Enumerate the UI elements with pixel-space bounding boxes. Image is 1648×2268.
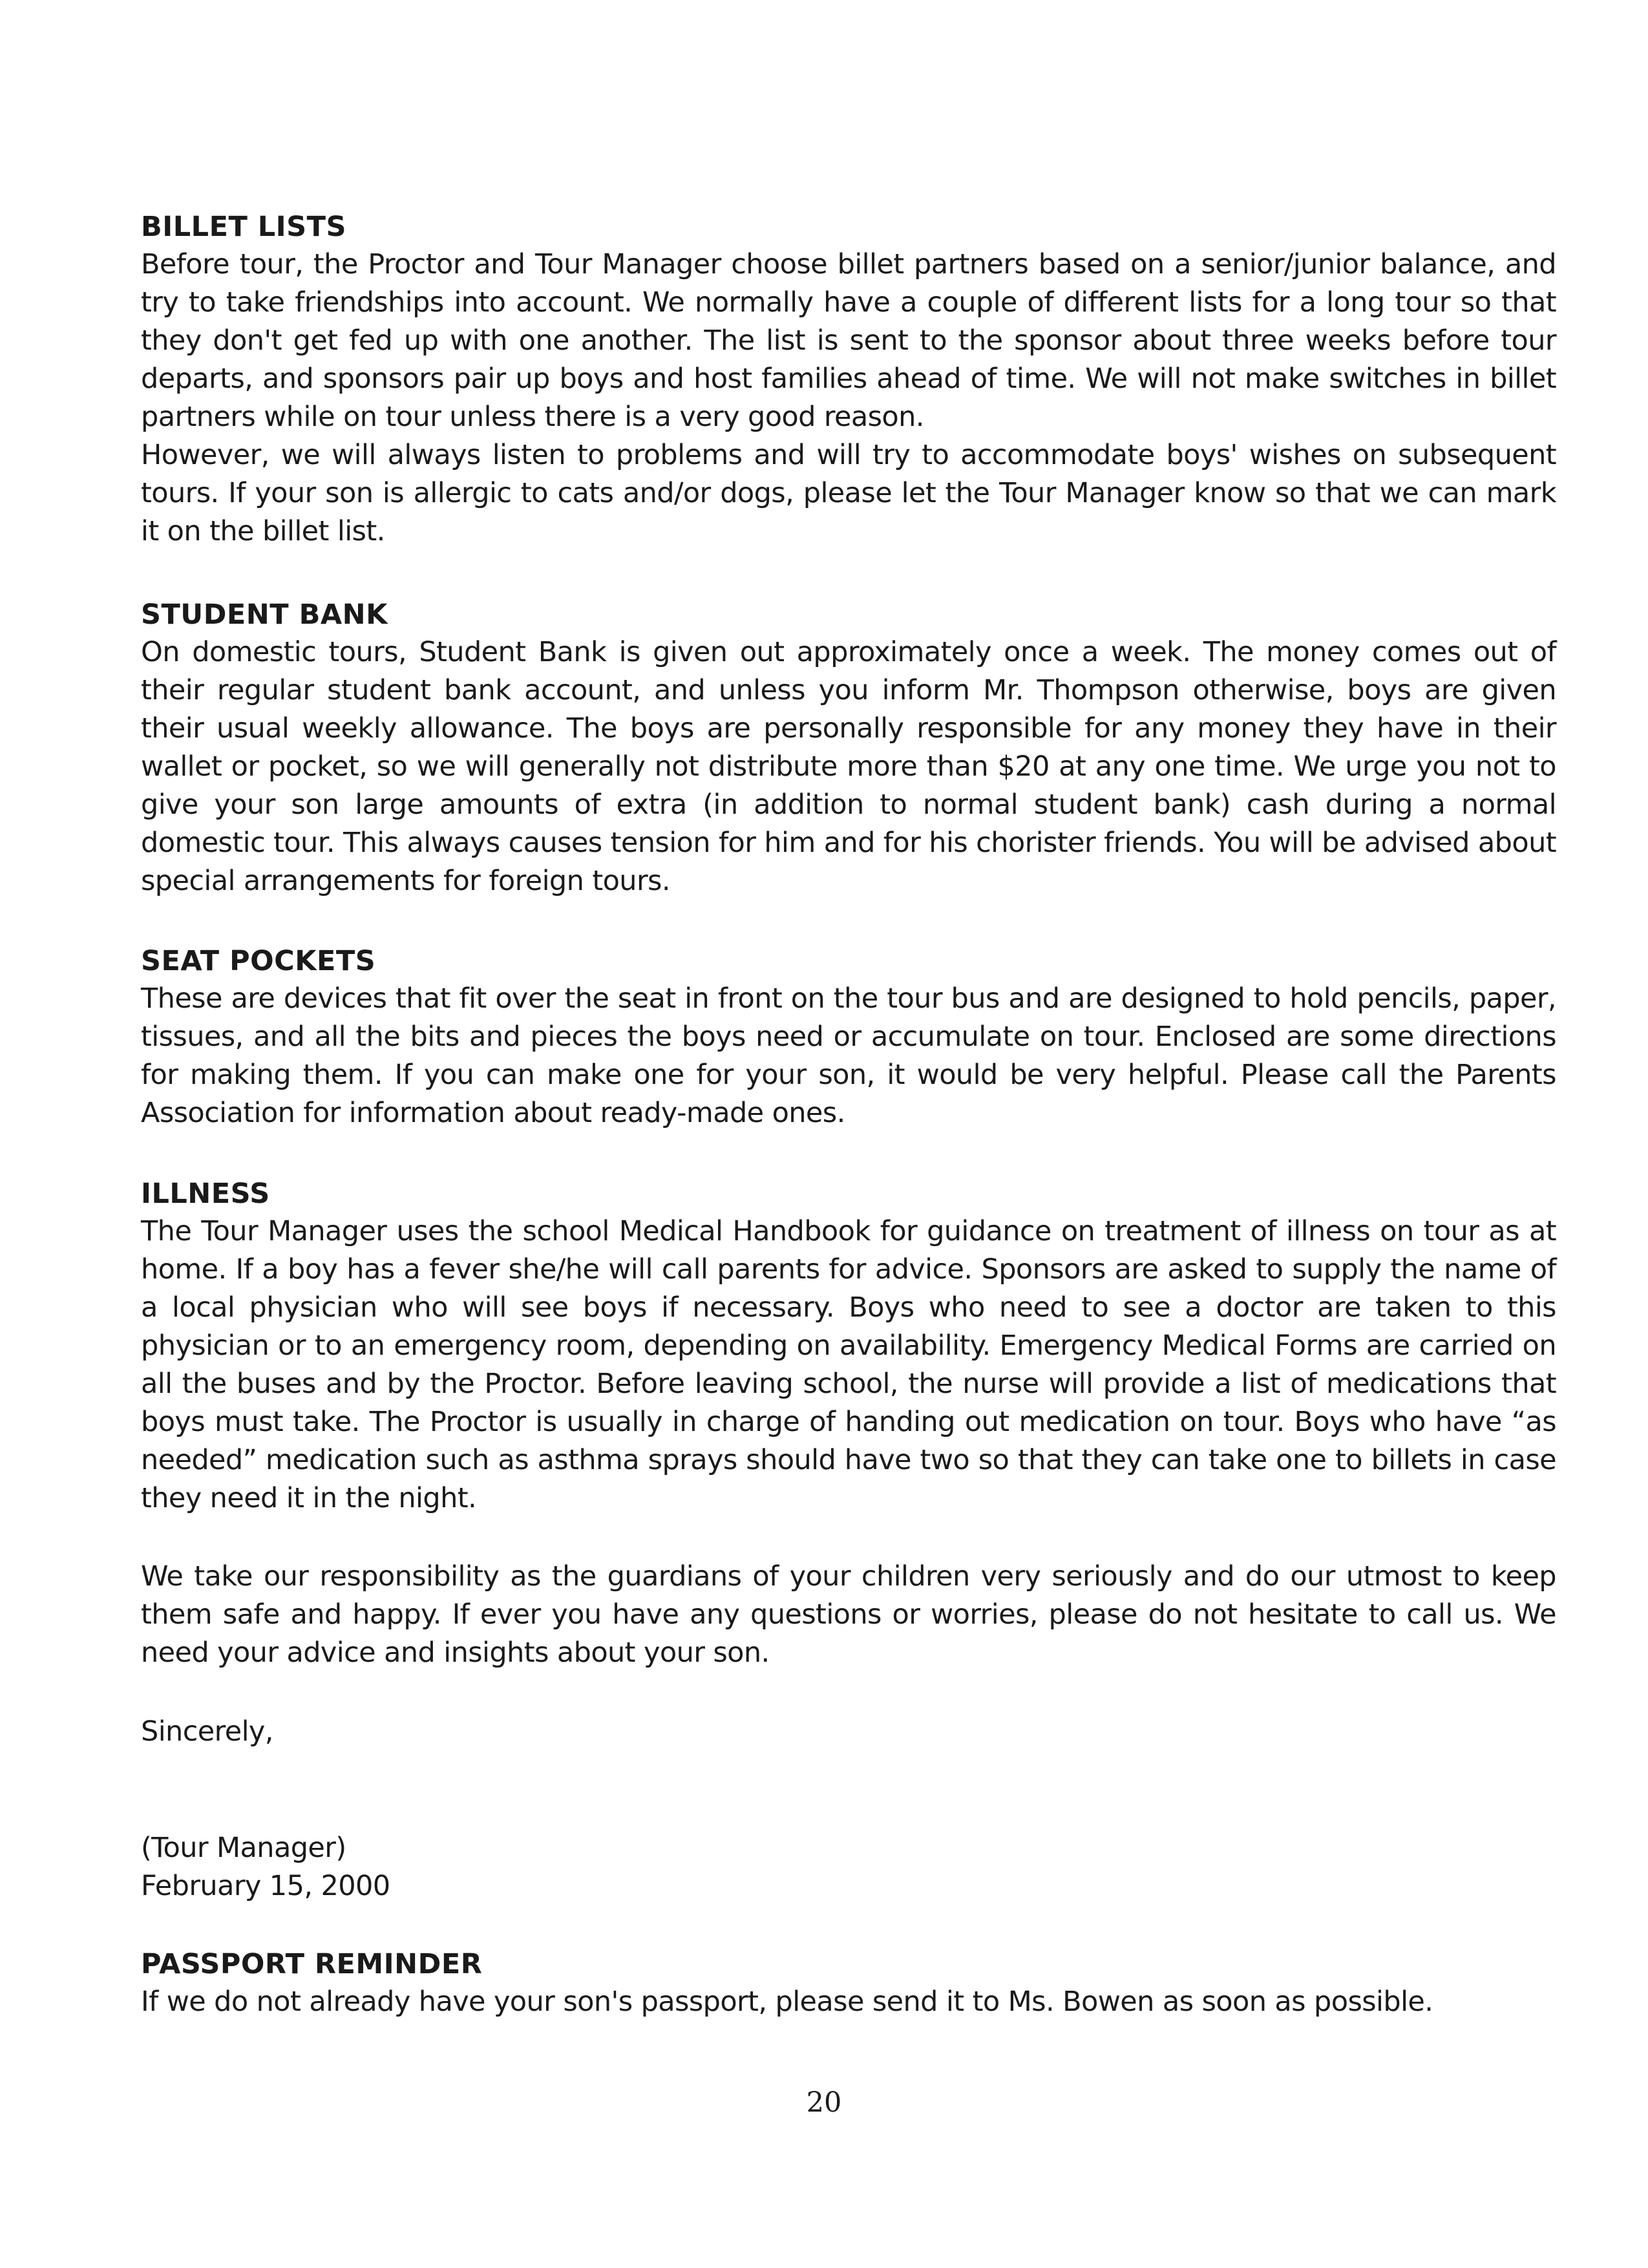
- passport-reminder-paragraph: If we do not already have your son's passport, please send it to Ms. Bowen as soon as possible.: [141, 1986, 1433, 2018]
- signature-block: [141, 1829, 1556, 1905]
- seat-pockets-section: [141, 942, 1556, 1132]
- signer-title: (Tour Manager): [141, 1832, 346, 1864]
- student-bank-heading: STUDENT BANK: [141, 599, 388, 631]
- letter-date: February 15, 2000: [141, 1870, 390, 1902]
- passport-reminder-section: [141, 1945, 1556, 2021]
- billet-lists-section: [141, 208, 1556, 551]
- illness-paragraph: The Tour Manager uses the school Medical Handbook for guidance on treatment of illness on tour as at home. If a boy has a fever she/he will call parents for advice. Sponsors are asked to supply the name of a local physician who will see boys if necessary. Boys who need to see a doctor are taken to this physician or to an emergency room, depending on availability. Emergency Medical Forms are carried on all the buses and by the Proctor. Before leaving school, the nurse will provide a list of medications that boys must take. The Proctor is usually in charge of handing out medication on tour. Boys who have “as needed” medication such as asthma sprays should have two so that they can take one to billets in case they need it in the night.: [141, 1215, 1556, 1514]
- salutation-block: [141, 1713, 1556, 1751]
- student-bank-section: [141, 596, 1556, 900]
- billet-lists-paragraph-2: However, we will always listen to problems and will try to accommodate boys' wishes on subsequent tours. If your son is allergic to cats and/or dogs, please let the Tour Manager know so that we can mark it on the billet list.: [141, 439, 1556, 547]
- seat-pockets-heading: SEAT POCKETS: [141, 945, 376, 977]
- student-bank-paragraph: On domestic tours, Student Bank is given out approximately once a week. The money comes out of their regular student bank account, and unless you inform Mr. Thompson otherwise, boys are given their usual weekly allowance. The boys are personally responsible for any money they have in their wallet or pocket, so we will generally not distribute more than $20 at any one time. We urge you not to give your son large amounts of extra (in addition to normal student bank) cash during a normal domestic tour. This always causes tension for him and for his chorister friends. You will be advised about special arrangements for foreign tours.: [141, 636, 1556, 897]
- passport-reminder-heading: PASSPORT REMINDER: [141, 1948, 483, 1980]
- seat-pockets-paragraph: These are devices that fit over the seat in front on the tour bus and are designed to hold pencils, paper, tissues, and all the bits and pieces the boys need or accumulate on tour. Enclosed are some directions for making them. If you can make one for your son, it would be very helpful. Please call the Parents Association for information about ready-made ones.: [141, 982, 1556, 1129]
- illness-section: [141, 1175, 1556, 1518]
- closing-section: [141, 1558, 1556, 1672]
- billet-lists-heading: BILLET LISTS: [141, 211, 346, 243]
- illness-heading: ILLNESS: [141, 1178, 270, 1210]
- closing-paragraph: We take our responsibility as the guardians of your children very seriously and do our utmost to keep them safe and happy. If ever you have any questions or worries, please do not hesitate to call us. We need your advice and insights about your son.: [141, 1560, 1556, 1669]
- salutation: Sincerely,: [141, 1715, 273, 1748]
- billet-lists-paragraph-1: Before tour, the Proctor and Tour Manager choose billet partners based on a senior/junior balance, and try to take friendships into account. We normally have a couple of different lists for a long tour so that they don't get fed up with one another. The list is sent to the sponsor about three weeks before tour departs, and sponsors pair up boys and host families ahead of time. We will not make switches in billet partners while on tour unless there is a very good reason.: [141, 248, 1556, 433]
- page-number: 20: [806, 2086, 842, 2119]
